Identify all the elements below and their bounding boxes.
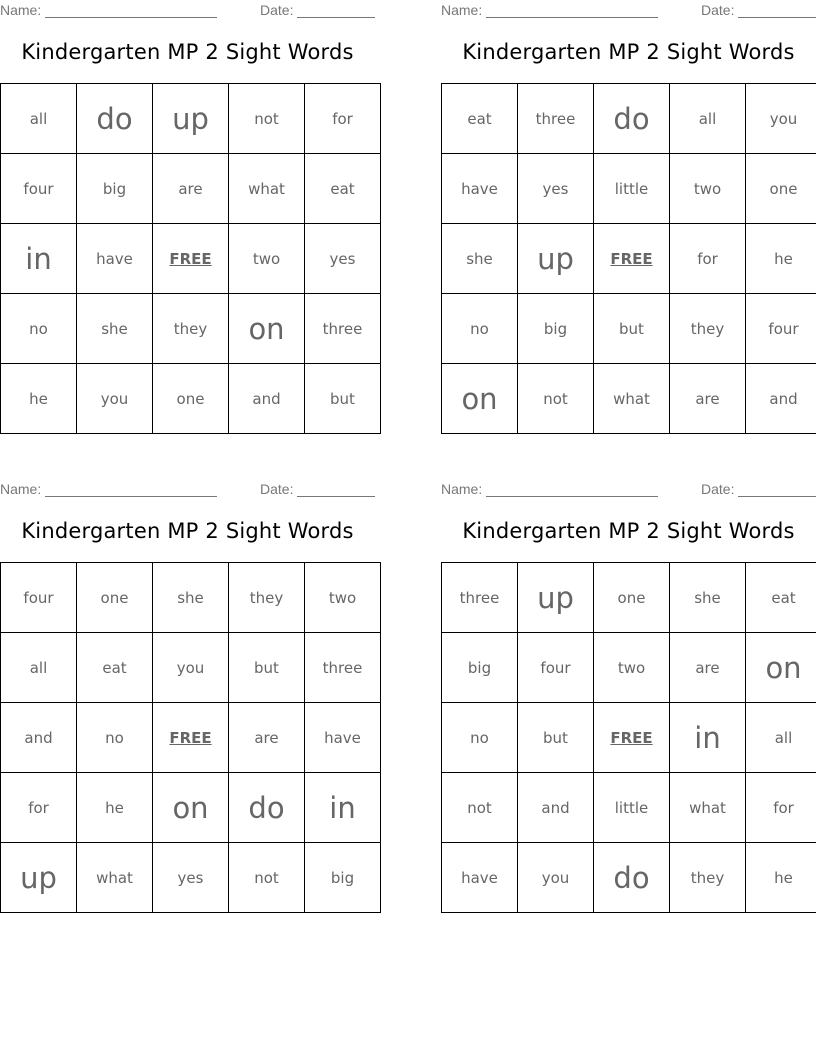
grid-cell: are xyxy=(670,364,746,434)
grid-cell: one xyxy=(77,563,153,633)
name-label: Name: xyxy=(441,481,483,497)
grid-row xyxy=(1,364,381,434)
date-label: Date: xyxy=(260,481,294,497)
grid-cell: four xyxy=(518,633,594,703)
card-title: Kindergarten MP 2 Sight Words xyxy=(462,40,795,64)
bingo-grid xyxy=(0,83,381,434)
grid-cell: he xyxy=(746,843,816,913)
grid-cell: he xyxy=(746,224,816,294)
grid-row xyxy=(442,84,816,154)
grid-cell: are xyxy=(153,154,229,224)
grid-cell: no xyxy=(442,294,518,364)
grid-cell: have xyxy=(305,703,381,773)
grid-cell: all xyxy=(1,84,77,154)
grid-cell: they xyxy=(670,843,746,913)
grid-cell: on xyxy=(442,364,518,434)
name-date-header xyxy=(0,2,375,20)
grid-cell: he xyxy=(77,773,153,843)
bingo-card-3 xyxy=(0,479,375,912)
grid-cell: but xyxy=(594,294,670,364)
grid-cell: for xyxy=(670,224,746,294)
grid-cell: three xyxy=(518,84,594,154)
name-date-header xyxy=(0,481,375,499)
bingo-card-4 xyxy=(441,479,816,912)
grid-cell: two xyxy=(670,154,746,224)
grid-cell: on xyxy=(746,633,816,703)
grid-cell: they xyxy=(153,294,229,364)
name-field-line[interactable] xyxy=(486,17,658,18)
free-space-cell: FREE xyxy=(153,224,229,294)
grid-cell: on xyxy=(229,294,305,364)
grid-cell: all xyxy=(746,703,816,773)
grid-cell: she xyxy=(77,294,153,364)
grid-cell: what xyxy=(77,843,153,913)
grid-cell: eat xyxy=(442,84,518,154)
grid-cell: and xyxy=(746,364,816,434)
grid-row xyxy=(1,154,381,224)
grid-cell: what xyxy=(594,364,670,434)
grid-cell: four xyxy=(1,563,77,633)
grid-cell: no xyxy=(442,703,518,773)
grid-row xyxy=(442,633,816,703)
name-date-header xyxy=(441,2,816,20)
grid-cell: three xyxy=(305,633,381,703)
grid-row xyxy=(1,773,381,843)
grid-cell: up xyxy=(518,224,594,294)
grid-cell: up xyxy=(153,84,229,154)
grid-cell: she xyxy=(153,563,229,633)
grid-row xyxy=(1,843,381,913)
grid-cell: have xyxy=(442,843,518,913)
date-field-line[interactable] xyxy=(297,496,375,497)
grid-cell: you xyxy=(746,84,816,154)
grid-cell: not xyxy=(229,84,305,154)
grid-cell: have xyxy=(77,224,153,294)
date-label: Date: xyxy=(701,481,735,497)
grid-cell: two xyxy=(229,224,305,294)
bingo-card-1 xyxy=(0,0,375,433)
grid-cell: big xyxy=(305,843,381,913)
card-title: Kindergarten MP 2 Sight Words xyxy=(462,519,795,543)
name-field-line[interactable] xyxy=(45,496,217,497)
grid-cell: in xyxy=(305,773,381,843)
bingo-grid xyxy=(441,83,816,434)
grid-cell: little xyxy=(594,154,670,224)
date-field-line[interactable] xyxy=(738,496,816,497)
grid-cell: on xyxy=(153,773,229,843)
grid-cell: they xyxy=(670,294,746,364)
grid-cell: what xyxy=(670,773,746,843)
grid-cell: but xyxy=(518,703,594,773)
grid-cell: big xyxy=(442,633,518,703)
card-title: Kindergarten MP 2 Sight Words xyxy=(21,40,354,64)
grid-cell: big xyxy=(518,294,594,364)
grid-row xyxy=(442,563,816,633)
grid-cell: have xyxy=(442,154,518,224)
bingo-grid xyxy=(0,562,381,913)
grid-cell: in xyxy=(670,703,746,773)
grid-cell: yes xyxy=(518,154,594,224)
grid-cell: for xyxy=(305,84,381,154)
grid-cell: all xyxy=(1,633,77,703)
grid-cell: one xyxy=(594,563,670,633)
grid-row xyxy=(442,364,816,434)
bingo-card-2 xyxy=(441,0,816,433)
card-title: Kindergarten MP 2 Sight Words xyxy=(21,519,354,543)
free-space-cell: FREE xyxy=(153,703,229,773)
grid-row xyxy=(1,563,381,633)
grid-cell: yes xyxy=(153,843,229,913)
date-label: Date: xyxy=(701,2,735,18)
name-label: Name: xyxy=(0,481,42,497)
grid-row xyxy=(442,224,816,294)
grid-cell: three xyxy=(305,294,381,364)
date-label: Date: xyxy=(260,2,294,18)
grid-cell: in xyxy=(1,224,77,294)
grid-row xyxy=(1,224,381,294)
grid-cell: and xyxy=(518,773,594,843)
grid-cell: what xyxy=(229,154,305,224)
grid-cell: two xyxy=(305,563,381,633)
grid-row xyxy=(442,154,816,224)
grid-cell: you xyxy=(153,633,229,703)
grid-cell: up xyxy=(518,563,594,633)
grid-cell: not xyxy=(518,364,594,434)
date-field-line[interactable] xyxy=(738,17,816,18)
grid-cell: all xyxy=(670,84,746,154)
grid-cell: are xyxy=(670,633,746,703)
grid-cell: for xyxy=(1,773,77,843)
grid-cell: she xyxy=(670,563,746,633)
grid-cell: one xyxy=(153,364,229,434)
grid-cell: she xyxy=(442,224,518,294)
grid-row xyxy=(442,773,816,843)
grid-cell: two xyxy=(594,633,670,703)
grid-row xyxy=(1,294,381,364)
grid-cell: little xyxy=(594,773,670,843)
grid-cell: but xyxy=(229,633,305,703)
name-field-line[interactable] xyxy=(45,17,217,18)
date-field-line[interactable] xyxy=(297,17,375,18)
name-field-line[interactable] xyxy=(486,496,658,497)
grid-cell: he xyxy=(1,364,77,434)
grid-cell: and xyxy=(1,703,77,773)
grid-cell: four xyxy=(746,294,816,364)
name-date-header xyxy=(441,481,816,499)
grid-cell: you xyxy=(518,843,594,913)
grid-cell: do xyxy=(77,84,153,154)
grid-row xyxy=(442,843,816,913)
name-label: Name: xyxy=(441,2,483,18)
grid-row xyxy=(442,294,816,364)
grid-cell: eat xyxy=(77,633,153,703)
grid-row xyxy=(1,703,381,773)
grid-cell: do xyxy=(594,843,670,913)
grid-cell: do xyxy=(594,84,670,154)
grid-cell: and xyxy=(229,364,305,434)
grid-cell: for xyxy=(746,773,816,843)
grid-cell: up xyxy=(1,843,77,913)
grid-cell: you xyxy=(77,364,153,434)
free-space-cell: FREE xyxy=(594,703,670,773)
free-space-cell: FREE xyxy=(594,224,670,294)
grid-cell: no xyxy=(1,294,77,364)
grid-cell: eat xyxy=(305,154,381,224)
grid-cell: not xyxy=(442,773,518,843)
bingo-grid xyxy=(441,562,816,913)
grid-cell: one xyxy=(746,154,816,224)
grid-cell: but xyxy=(305,364,381,434)
grid-cell: no xyxy=(77,703,153,773)
grid-cell: do xyxy=(229,773,305,843)
grid-cell: eat xyxy=(746,563,816,633)
grid-cell: they xyxy=(229,563,305,633)
grid-cell: four xyxy=(1,154,77,224)
grid-cell: yes xyxy=(305,224,381,294)
grid-cell: big xyxy=(77,154,153,224)
grid-row xyxy=(1,633,381,703)
grid-cell: three xyxy=(442,563,518,633)
name-label: Name: xyxy=(0,2,42,18)
grid-cell: not xyxy=(229,843,305,913)
grid-cell: are xyxy=(229,703,305,773)
grid-row xyxy=(1,84,381,154)
grid-row xyxy=(442,703,816,773)
